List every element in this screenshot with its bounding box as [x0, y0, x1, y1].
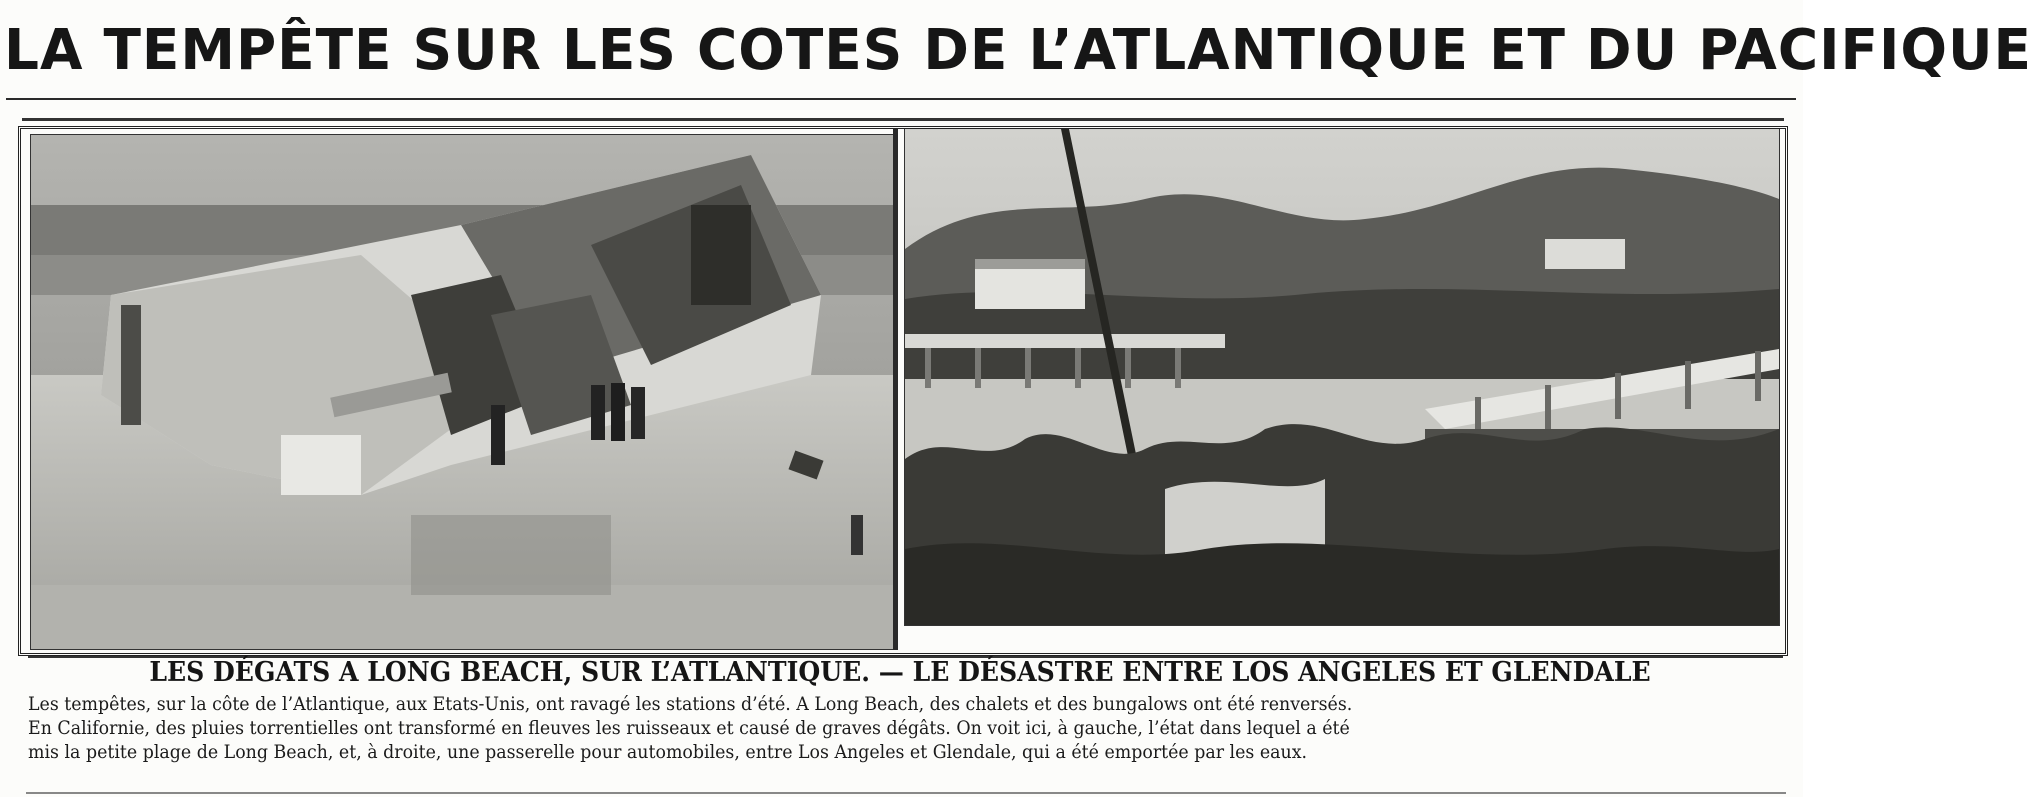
caption-line: Les tempêtes, sur la côte de l’Atlantique, aux Etats-Unis, ont ravagé les stations d’été. A Long Beach, des chalets et des bungalows ont été renversés. [28, 693, 1353, 715]
bottom-rule [26, 792, 1786, 794]
headline-rule [6, 98, 1796, 100]
photo-frame [18, 126, 1788, 656]
caption-body [28, 692, 1798, 794]
caption-line: mis la petite plage de Long Beach, et, à droite, une passerelle pour automobiles, entre Los Angeles et Glendale, qui a été emportée par les eaux. [28, 741, 1308, 763]
headline: LA TEMPÊTE SUR LES COTES DE L’ATLANTIQUE ET DU PACIFIQUE [4, 18, 2032, 83]
caption-title: LES DÉGATS A LONG BEACH, SUR L’ATLANTIQUE. — LE DÉSASTRE ENTRE LOS ANGELES ET GLENDALE [149, 657, 1651, 688]
caption-line: En Californie, des pluies torrentielles ont transformé en fleuves les ruisseaux et causé de graves dégâts. On voit ici, à gauche, l’état dans lequel a été [28, 717, 1350, 739]
frame-top-line [22, 118, 1784, 121]
